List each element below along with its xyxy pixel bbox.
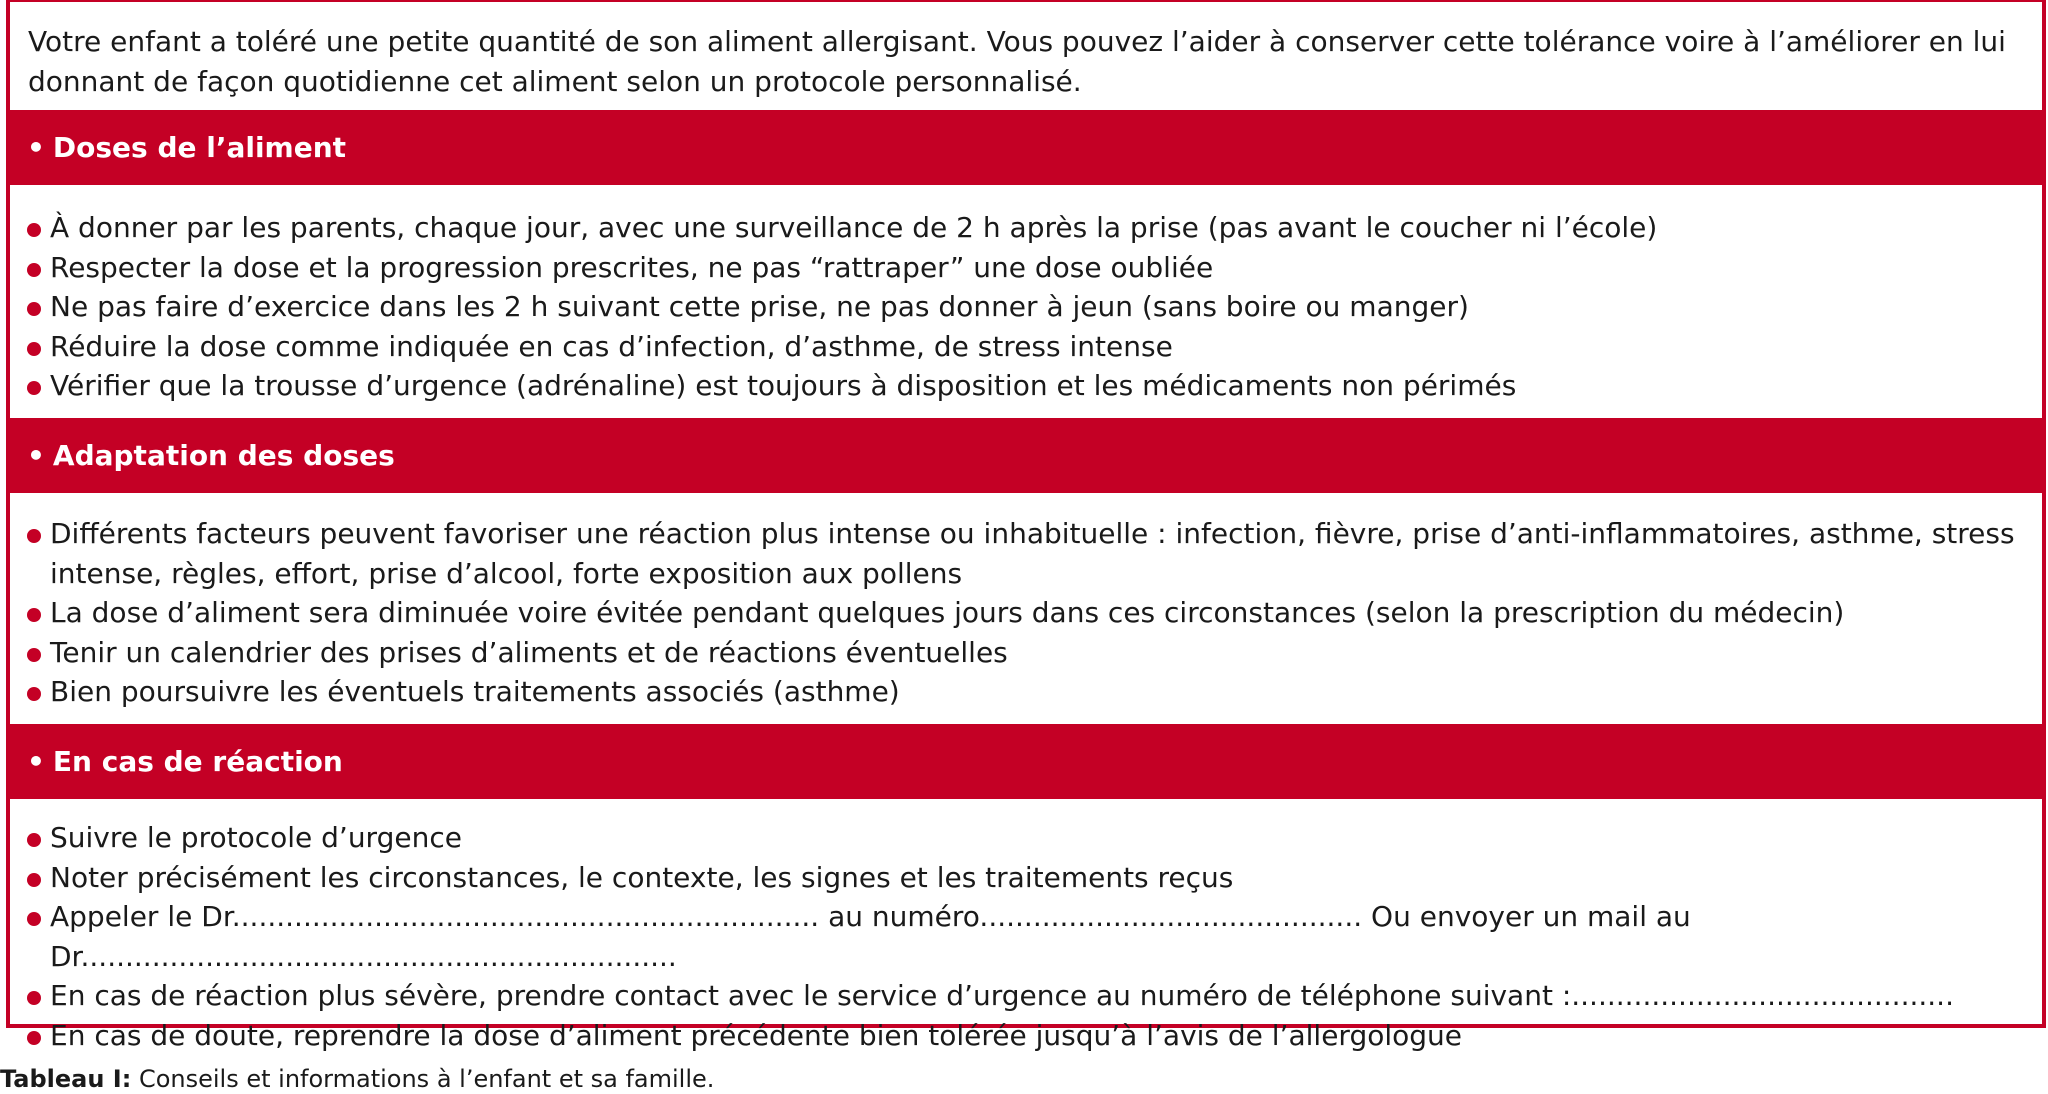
list-item: Noter précisément les circonstances, le contexte, les signes et les traitements reçus	[27, 858, 2032, 898]
list-item: La dose d’aliment sera diminuée voire évitée pendant quelques jours dans ces circonstances (selon la prescription du médecin)	[27, 593, 2032, 633]
section-list-reaction	[27, 818, 2032, 1056]
list-item: Respecter la dose et la progression prescrites, ne pas “rattraper” une dose oubliée	[27, 248, 2032, 288]
list-item: Suivre le protocole d’urgence	[27, 818, 2032, 858]
section-bullet: •	[27, 131, 45, 164]
list-item: Vérifier que la trousse d’urgence (adrénaline) est toujours à disposition et les médicaments non périmés	[27, 366, 2032, 406]
list-item: Réduire la dose comme indiquée en cas d’infection, d’asthme, de stress intense	[27, 327, 2032, 367]
list-item: À donner par les parents, chaque jour, avec une surveillance de 2 h après la prise (pas avant le coucher ni l’école)	[27, 208, 2032, 248]
section-title: En cas de réaction	[52, 745, 343, 778]
list-item: Différents facteurs peuvent favoriser une réaction plus intense ou inhabituelle : infection, fièvre, prise d’anti-inflammatoires, asthme, stress intense, règles, effort, prise d’alcool, forte exposition aux pollens	[27, 514, 2032, 593]
section-title: Doses de l’aliment	[52, 131, 347, 164]
list-item: En cas de doute, reprendre la dose d’aliment précédente bien tolérée jusqu’à l’avis de l’allergologue	[27, 1016, 2032, 1056]
section-list-doses	[27, 208, 2032, 406]
intro-text: Votre enfant a toléré une petite quantité de son aliment allergisant. Vous pouvez l’aider à conserver cette tolérance voire à l’améliorer en lui donnant de façon quotidienne cet aliment selon un protocole personnalisé.	[28, 25, 2006, 98]
section-header-doses	[10, 110, 2042, 185]
list-item: Ne pas faire d’exercice dans les 2 h suivant cette prise, ne pas donner à jeun (sans boire ou manger)	[27, 287, 2032, 327]
list-item: En cas de réaction plus sévère, prendre contact avec le service d’urgence au numéro de téléphone suivant :...........................................	[27, 976, 2032, 1016]
advice-table	[6, 0, 2046, 1052]
list-item: Tenir un calendrier des prises d’aliments et de réactions éventuelles	[27, 633, 2032, 673]
section-bullet: •	[27, 439, 45, 472]
table-caption	[0, 1064, 714, 1094]
section-bullet: •	[27, 745, 45, 778]
caption-label: Tableau I:	[0, 1065, 132, 1093]
caption-text: Conseils et informations à l’enfant et sa famille.	[138, 1065, 715, 1093]
section-list-adaptation	[27, 514, 2032, 712]
section-title: Adaptation des doses	[52, 439, 395, 472]
section-header-reaction	[10, 724, 2042, 799]
list-item: Bien poursuivre les éventuels traitements associés (asthme)	[27, 672, 2032, 712]
section-header-adaptation	[10, 418, 2042, 493]
list-item: Appeler le Dr.................................................................. au numéro........................................... Ou envoyer un mail au Dr...................................................................	[27, 897, 2032, 976]
